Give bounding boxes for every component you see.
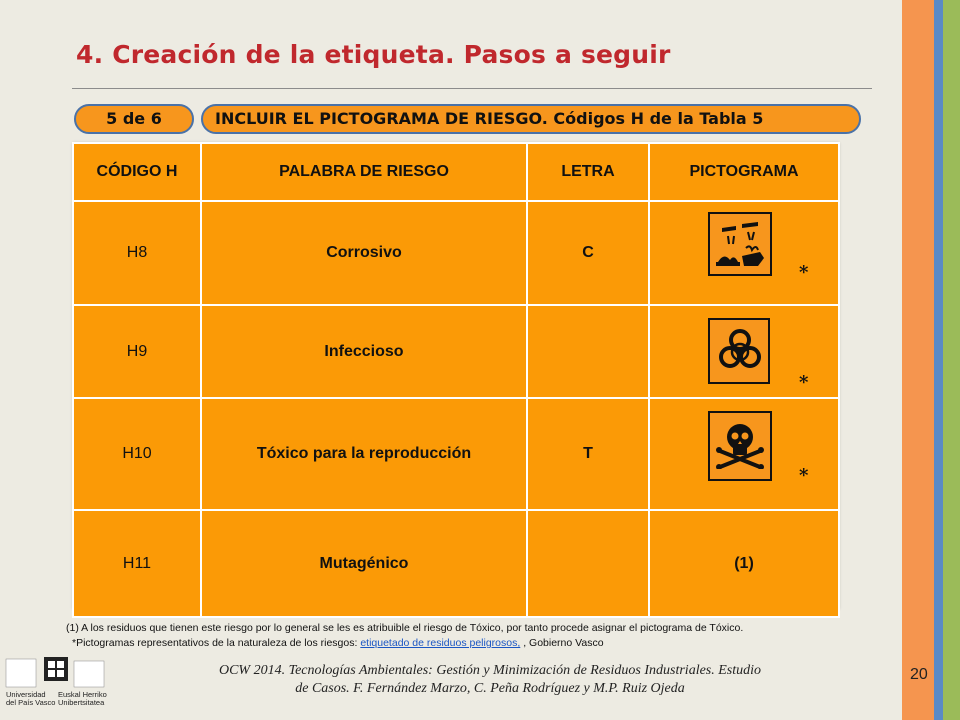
- cell-word: Mutagénico: [201, 510, 527, 617]
- cell-letter: T: [527, 398, 649, 510]
- pictogram-footnote-mark: *: [799, 262, 809, 283]
- cell-code: H11: [73, 510, 201, 617]
- hazard-table: [72, 142, 840, 618]
- table-row: [73, 398, 839, 510]
- table-header-row: [73, 143, 839, 201]
- university-emblem-icon: [4, 655, 108, 689]
- table-row: [73, 305, 839, 398]
- cell-pictogram: [649, 305, 839, 398]
- credit-line-2: de Casos. F. Fernández Marzo, C. Peña Rodríguez y M.P. Ruiz Ojeda: [295, 681, 685, 696]
- cell-word: Infeccioso: [201, 305, 527, 398]
- skull-crossbones-icon: [708, 411, 772, 481]
- cell-letter: [527, 305, 649, 398]
- step-description: INCLUIR EL PICTOGRAMA DE RIESGO. Códigos H de la Tabla 5: [201, 104, 861, 134]
- page-number: 20: [910, 666, 928, 683]
- cell-code: H8: [73, 201, 201, 305]
- footnote-1: (1) A los residuos que tienen este riesgo por lo general se les es atribuible el riesgo de Tóxico, por tanto procede asignar el pictograma de Tóxico.: [66, 622, 744, 634]
- cell-pictogram: [649, 201, 839, 305]
- table-row: [73, 201, 839, 305]
- cell-pictogram-note: (1): [649, 510, 839, 617]
- cell-word: Corrosivo: [201, 201, 527, 305]
- header-code: CÓDIGO H: [73, 143, 201, 201]
- slide-title: [76, 40, 671, 69]
- hazard-table-container: [72, 142, 838, 608]
- biohazard-icon: [708, 318, 770, 384]
- university-logo: [4, 655, 108, 707]
- title-number: 4.: [76, 40, 104, 69]
- step-badge: 5 de 6: [74, 104, 194, 134]
- logo-text-es-2: del País Vasco: [6, 698, 56, 707]
- logo-text-eu-1: Euskal Herriko: [58, 690, 107, 699]
- pictogram-footnote-mark: *: [799, 372, 809, 393]
- logo-text-es-1: Universidad: [6, 690, 46, 699]
- pictogram-footnote-mark: *: [799, 465, 809, 486]
- title-divider: [72, 88, 872, 89]
- cell-pictogram: [649, 398, 839, 510]
- cell-code: H10: [73, 398, 201, 510]
- cell-code: H9: [73, 305, 201, 398]
- footnote-2-suffix: , Gobierno Vasco: [520, 637, 604, 649]
- side-band-blue: [934, 0, 943, 720]
- credit-line-1: OCW 2014. Tecnologías Ambientales: Gestión y Minimización de Residuos Industriales. Estudio: [218, 663, 762, 678]
- header-letter: LETRA: [527, 143, 649, 201]
- residuos-link[interactable]: etiquetado de residuos peligrosos,: [360, 637, 521, 649]
- cell-letter: [527, 510, 649, 617]
- header-word: PALABRA DE RIESGO: [201, 143, 527, 201]
- title-text: Creación de la etiqueta. Pasos a seguir: [112, 40, 671, 69]
- cell-letter: C: [527, 201, 649, 305]
- cell-word: Tóxico para la reproducción: [201, 398, 527, 510]
- footnote-2: [72, 637, 604, 649]
- header-pictogram: PICTOGRAMA: [649, 143, 839, 201]
- logo-text-eu-2: Unibertsitatea: [58, 698, 105, 707]
- table-row: [73, 510, 839, 617]
- side-band-green: [943, 0, 960, 720]
- footnote-2-prefix: *Pictogramas representativos de la naturaleza de los riesgos:: [72, 637, 361, 649]
- course-credit: [165, 662, 815, 698]
- corrosive-icon: [708, 212, 772, 276]
- side-band-orange: [902, 0, 934, 720]
